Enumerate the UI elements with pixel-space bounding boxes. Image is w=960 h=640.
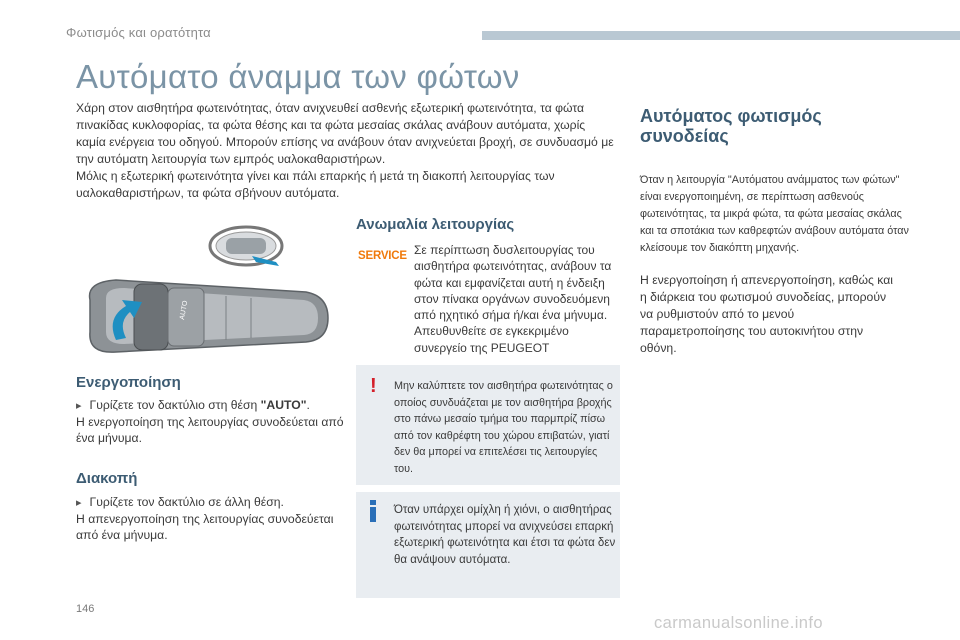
light-stalk-illustration: [76, 222, 338, 362]
info-icon: [369, 500, 377, 522]
deactivation-text: ▸ Γυρίζετε τον δακτύλιο σε άλλη θέση. Η απενεργοποίηση της λειτουργίας συνοδεύεται από ένα μήνυμα.: [76, 494, 346, 543]
service-warning-icon: SERVICE: [358, 250, 407, 262]
info-text: Όταν υπάρχει ομίχλη ή χιόνι, ο αισθητήρας φωτεινότητας μπορεί να ανιχνεύσει επαρκή εξωτερική φωτεινότητα και έτσι τα φώτα δεν θα ανάψουν αυτόματα.: [394, 504, 616, 566]
steering-wheel-thumbnail: [210, 227, 282, 266]
exclamation-warning-icon: !: [370, 375, 377, 397]
activation-text: ▸ Γυρίζετε τον δακτύλιο στη θέση "AUTO". Η ενεργοποίηση της λειτουργίας συνοδεύεται από ένα μήνυμα.: [76, 397, 346, 446]
anomaly-heading: Ανωμαλία λειτουργίας: [356, 216, 515, 233]
escort-heading: Αυτόματος φωτισμός συνοδείας: [640, 106, 822, 146]
bullet-arrow-icon: ▸: [76, 400, 82, 412]
activation-heading: Ενεργοποίηση: [76, 374, 181, 391]
intro-paragraph: Μόλις η εξωτερική φωτεινότητα γίνει και πάλι επαρκής ή μετά τη διακοπή λειτουργίας των υαλοκαθαριστήρων, τα φώτα σβήνουν αυτόματα.: [76, 169, 555, 200]
deactivation-heading: Διακοπή: [76, 470, 138, 487]
header-bar: [482, 31, 960, 40]
page-title: Αυτόματο άναμμα των φώτων: [76, 58, 520, 95]
deactivation-note: Η απενεργοποίηση της λειτουργίας συνοδεύεται από ένα μήνυμα.: [76, 512, 334, 542]
activation-note: Η ενεργοποίηση της λειτουργίας συνοδεύεται από ένα μήνυμα.: [76, 415, 344, 445]
intro-paragraph: Χάρη στον αισθητήρα φωτεινότητας, όταν ανιχνευθεί ασθενής εξωτερική φωτεινότητα, τα φώτα πινακίδας κυκλοφορίας, τα φώτα θέσης και τα φώτα μεσαίας σκάλας ανάβουν αυτόματα, χωρίς καμία ενέργεια του οδηγού. Μπορούν επίσης να ανάβουν όταν ανιχνεύεται βροχή, σε συνδυασμό με την αυτόματη λειτουργία των εμπρός υαλοκαθαριστήρων.: [76, 101, 614, 166]
bullet-arrow-icon: ▸: [76, 497, 82, 509]
section-header: Φωτισμός και ορατότητα: [66, 25, 211, 40]
escort-paragraph: Όταν η λειτουργία "Αυτόματου ανάμματος των φώτων" είναι ενεργοποιημένη, σε περίπτωση ασθενούς φωτεινότητας, τα μικρά φώτα, τα φώτα μεσαίας σκάλας και τα σποτάκια των καθρεφτών ανάβουν αυτόματα όταν κλείσουμε τον διακόπτη μηχανής.: [640, 174, 909, 254]
escort-paragraph: Η ενεργοποίηση ή απενεργοποίηση, καθώς και η διάρκεια του φωτισμού συνοδείας, μπορούν να ρυθμιστούν από το μενού παραμετροποίησης του αυτοκινήτου στην οθόνη.: [640, 273, 893, 355]
watermark: carmanualsonline.info: [654, 614, 823, 632]
stalk-auto-label: AUTO: [179, 300, 190, 321]
intro-text: [76, 100, 616, 202]
warning-text: Μην καλύπτετε τον αισθητήρα φωτεινότητας ο οποίος συνδυάζεται με τον αισθητήρα βροχής στο πάνω μεσαίο τμήμα του παρμπρίζ πίσω από τον καθρέφτη του χώρου επιβατών, γιατί δεν θα μπορεί να επιτελέσει τις λειτουργίες του.: [394, 380, 613, 475]
anomaly-text: Σε περίπτωση δυσλειτουργίας του αισθητήρα φωτεινότητας, ανάβουν τα φώτα και εμφανίζεται αυτή η ένδειξη στον πίνακα οργάνων συνοδευόμενη από ηχητικό σήμα ή/και ένα μήνυμα. Απευθυνθείτε σε εγκεκριμένο συνεργείο της PEUGEOT: [414, 243, 612, 355]
page-number: 146: [76, 603, 95, 615]
